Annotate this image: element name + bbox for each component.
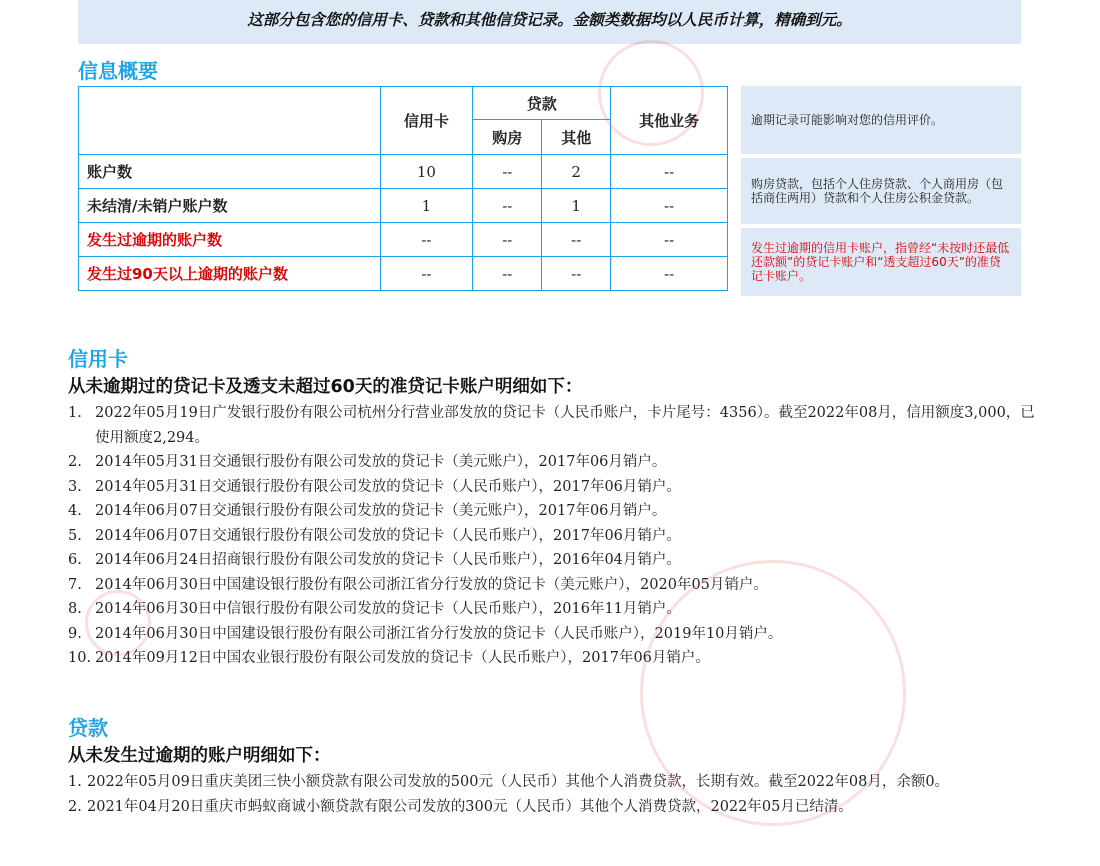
- list-item: [68, 770, 1038, 795]
- cell-value: --: [473, 223, 542, 257]
- item-number: 9.: [68, 625, 82, 642]
- item-text: 2021年04月20日重庆市蚂蚁商诚小额贷款有限公司发放的300元（人民币）其他个人消费贷款，2022年05月已结清。: [87, 798, 853, 815]
- note-text: 购房贷款，包括个人住房贷款、个人商用房（包括商住两用）贷款和个人住房公积金贷款。: [751, 177, 1004, 205]
- item-number: 2.: [68, 454, 82, 470]
- note-text: 逾期记录可能影响对您的信用评价。: [751, 113, 944, 127]
- item-text: 2014年09月12日中国农业银行股份有限公司发放的贷记卡（人民币账户），2017年06月销户。: [95, 650, 710, 666]
- item-number: 3.: [68, 478, 82, 495]
- item-text: 2014年06月30日中国建设银行股份有限公司浙江省分行发放的贷记卡（人民币账户），2019年10月销户。: [95, 625, 783, 642]
- item-text: 2022年05月09日重庆美团三快小额贷款有限公司发放的500元（人民币）其他个人消费贷款，长期有效。截至2022年08月，余额0。: [87, 774, 950, 790]
- item-number: 8.: [68, 601, 82, 617]
- cell-value: --: [542, 223, 611, 257]
- table-corner-cell: [79, 87, 381, 155]
- cell-value: --: [473, 257, 542, 291]
- list-item: [68, 795, 1038, 820]
- cell-value: --: [380, 257, 473, 291]
- row-label: 未结清/未销户账户数: [79, 189, 381, 223]
- list-item: [68, 597, 1038, 622]
- table-row: [79, 189, 728, 223]
- section-banner: 这部分包含您的信用卡、贷款和其他信贷记录。金额类数据均以人民币计算，精确到元。: [78, 0, 1021, 44]
- loan-title: 贷款: [68, 716, 108, 740]
- cell-value: --: [611, 189, 728, 223]
- cell-value: 1: [380, 189, 473, 223]
- list-item: [68, 524, 1038, 549]
- item-number: 1.: [68, 405, 82, 421]
- item-number: 6.: [68, 552, 82, 568]
- loan-subtitle: 从未发生过逾期的账户明细如下：: [68, 746, 331, 766]
- header-loan: 贷款: [473, 87, 611, 120]
- item-number: 4.: [68, 503, 82, 519]
- credit-card-list: [68, 401, 1038, 671]
- overview-table: [78, 86, 728, 291]
- table-row: [79, 223, 728, 257]
- item-number: 1.: [68, 774, 82, 790]
- item-text: 2014年06月24日招商银行股份有限公司发放的贷记卡（人民币账户），2016年04月销户。: [95, 552, 681, 568]
- cell-value: --: [473, 155, 542, 189]
- cell-value: --: [611, 155, 728, 189]
- note-overdue-definition: [741, 228, 1021, 296]
- list-item: [68, 475, 1038, 500]
- list-item: [68, 622, 1038, 647]
- note-overdue-impact: [741, 86, 1021, 154]
- list-item: [68, 450, 1038, 475]
- list-item: [68, 401, 1038, 450]
- header-other-business: 其他业务: [611, 87, 728, 155]
- cell-value: 2: [542, 155, 611, 189]
- overview-title: 信息概要: [78, 59, 158, 83]
- credit-card-title: 信用卡: [68, 347, 128, 371]
- table-row: [79, 155, 728, 189]
- item-text: 2014年05月31日交通银行股份有限公司发放的贷记卡（美元账户），2017年06月销户。: [95, 454, 667, 470]
- note-text: 发生过逾期的信用卡账户，指曾经“未按时还最低还款额”的贷记卡账户和“透支超过60天”的准贷记卡账户。: [751, 241, 1010, 283]
- cell-value: --: [611, 257, 728, 291]
- item-text: 2014年05月31日交通银行股份有限公司发放的贷记卡（人民币账户），2017年06月销户。: [95, 478, 681, 495]
- cell-value: --: [542, 257, 611, 291]
- list-item: [68, 646, 1038, 671]
- cell-value: --: [473, 189, 542, 223]
- item-text: 2022年05月19日广发银行股份有限公司杭州分行营业部发放的贷记卡（人民币账户，卡片尾号：4356）。截至2022年08月，信用额度3,000，已使用额度2,294。: [95, 405, 1035, 446]
- item-number: 5.: [68, 527, 82, 544]
- loan-list: [68, 770, 1038, 819]
- note-mortgage-definition: [741, 158, 1021, 224]
- cell-value: 1: [542, 189, 611, 223]
- list-item: [68, 573, 1038, 598]
- cell-value: --: [611, 223, 728, 257]
- item-text: 2014年06月07日交通银行股份有限公司发放的贷记卡（人民币账户），2017年06月销户。: [95, 527, 681, 544]
- header-other: 其他: [542, 120, 611, 155]
- credit-card-subtitle: 从未逾期过的贷记卡及透支未超过60天的准贷记卡账户明细如下：: [68, 377, 583, 397]
- row-label: 账户数: [79, 155, 381, 189]
- item-number: 10.: [68, 650, 92, 666]
- item-number: 7.: [68, 576, 82, 593]
- row-label: 发生过90天以上逾期的账户数: [79, 257, 381, 291]
- item-number: 2.: [68, 798, 82, 815]
- header-mortgage: 购房: [473, 120, 542, 155]
- cell-value: --: [380, 223, 473, 257]
- item-text: 2014年06月07日交通银行股份有限公司发放的贷记卡（美元账户），2017年06月销户。: [95, 503, 667, 519]
- list-item: [68, 499, 1038, 524]
- header-credit-card: 信用卡: [380, 87, 473, 155]
- table-row: [79, 257, 728, 291]
- cell-value: 10: [380, 155, 473, 189]
- row-label: 发生过逾期的账户数: [79, 223, 381, 257]
- list-item: [68, 548, 1038, 573]
- item-text: 2014年06月30日中国建设银行股份有限公司浙江省分行发放的贷记卡（美元账户），2020年05月销户。: [95, 576, 768, 593]
- item-text: 2014年06月30日中信银行股份有限公司发放的贷记卡（人民币账户），2016年11月销户。: [95, 601, 681, 617]
